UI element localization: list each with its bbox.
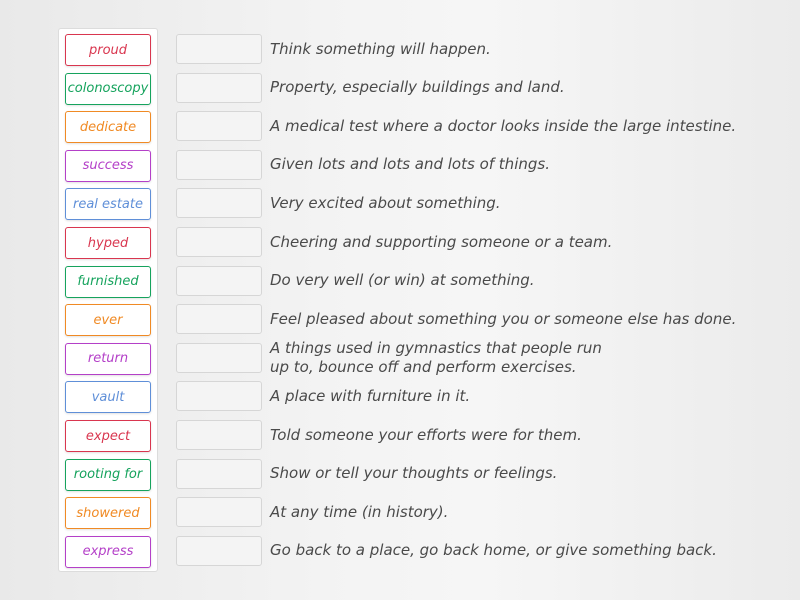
answer-drop-slot[interactable] [176,420,262,450]
definition-text: A place with furniture in it. [270,386,471,405]
word-tile[interactable]: express [65,536,151,568]
word-tile[interactable]: ever [65,304,151,336]
definition-text: At any time (in history). [270,502,449,521]
definition-text: Property, especially buildings and land. [270,78,565,97]
definition-text: Feel pleased about something you or someone else has done. [270,309,737,328]
word-tile[interactable]: showered [65,497,151,529]
answer-drop-slot[interactable] [176,34,262,64]
word-tile[interactable]: furnished [65,266,151,298]
answer-drop-slot[interactable] [176,111,262,141]
answer-drop-slot[interactable] [176,150,262,180]
definition-text: A things used in gymnastics that people run up to, bounce off and perform exercises. [270,338,602,376]
definition-text: Think something will happen. [270,39,491,58]
word-tile[interactable]: real estate [65,188,151,220]
word-tile[interactable]: expect [65,420,151,452]
definition-text: Go back to a place, go back home, or give something back. [270,541,717,560]
answer-drop-slot[interactable] [176,459,262,489]
definition-text: Told someone your efforts were for them. [270,425,582,444]
definition-text: Show or tell your thoughts or feelings. [270,464,558,483]
definition-text: Cheering and supporting someone or a team. [270,232,613,251]
word-bank-panel [58,28,158,572]
answer-drop-slot[interactable] [176,381,262,411]
definition-text: A medical test where a doctor looks inside the large intestine. [270,116,737,135]
answer-drop-slot[interactable] [176,497,262,527]
definition-text: Do very well (or win) at something. [270,271,535,290]
word-tile[interactable]: proud [65,34,151,66]
word-tile[interactable]: return [65,343,151,375]
word-tile[interactable]: hyped [65,227,151,259]
word-tile[interactable]: colonoscopy [65,73,151,105]
answer-drop-slot[interactable] [176,73,262,103]
answer-drop-slot[interactable] [176,188,262,218]
answer-drop-slot[interactable] [176,266,262,296]
answer-drop-slot[interactable] [176,227,262,257]
definition-text: Very excited about something. [270,193,501,212]
answer-drop-slot[interactable] [176,536,262,566]
word-tile[interactable]: dedicate [65,111,151,143]
word-tile[interactable]: success [65,150,151,182]
word-tile[interactable]: rooting for [65,459,151,491]
definition-text: Given lots and lots and lots of things. [270,155,550,174]
answer-drop-slot[interactable] [176,304,262,334]
word-tile[interactable]: vault [65,381,151,413]
answer-drop-slot[interactable] [176,343,262,373]
